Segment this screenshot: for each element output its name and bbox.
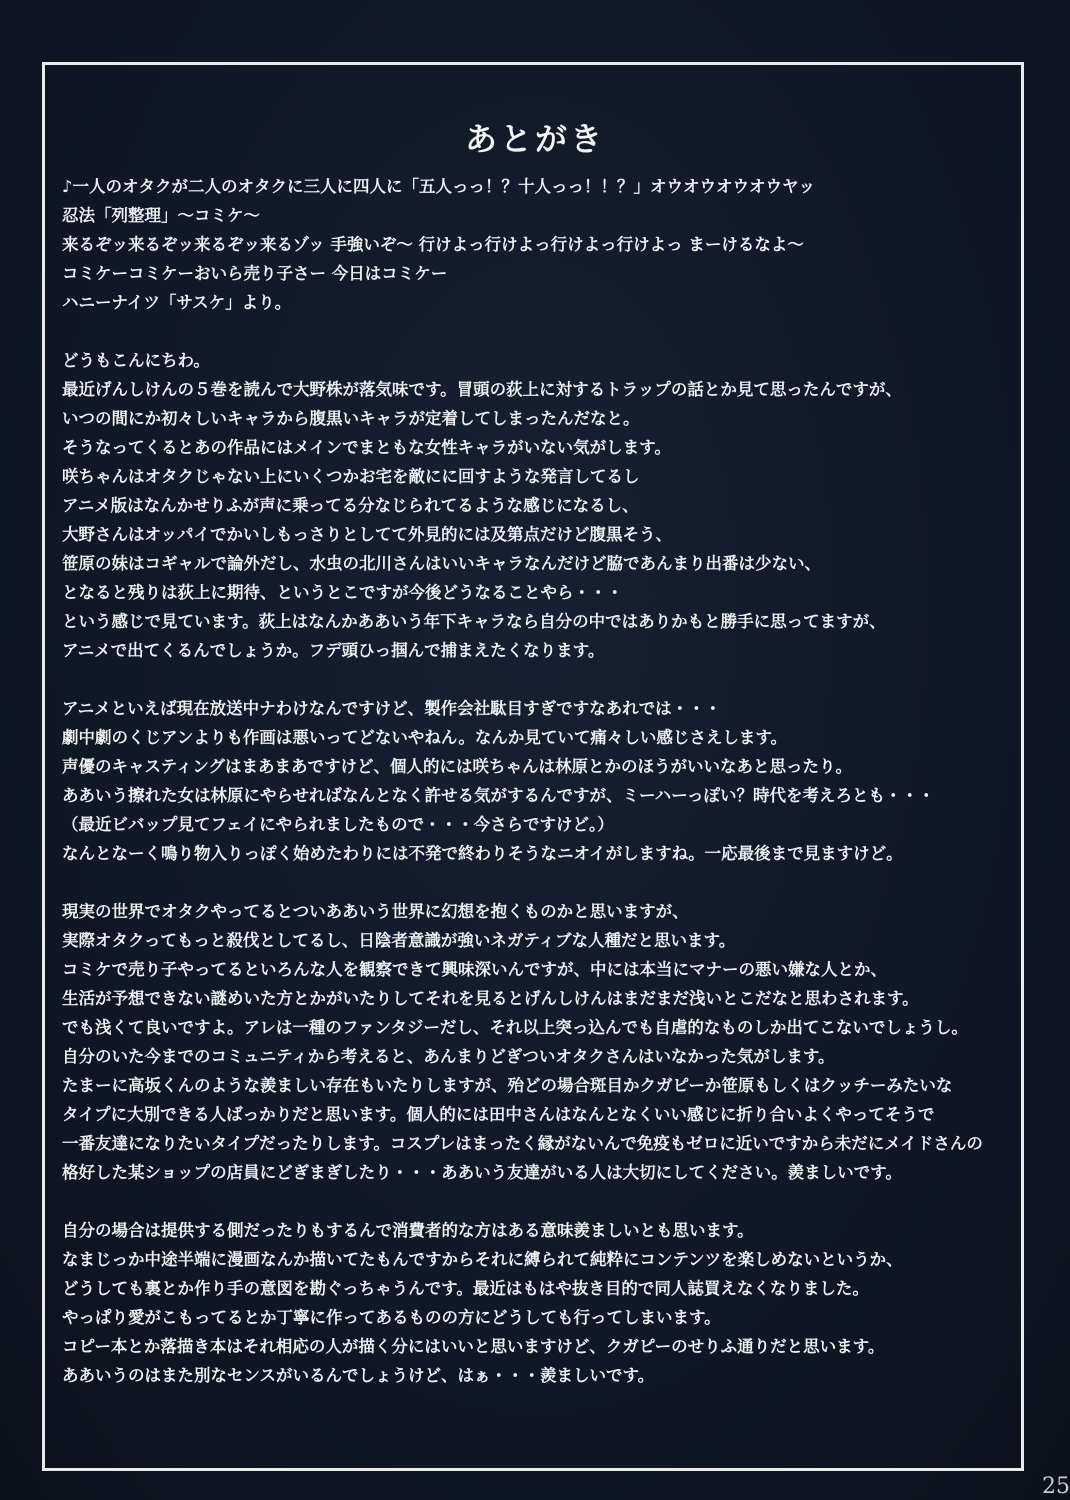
text-line: コミケーコミケーおいら売り子さー 今日はコミケー (62, 264, 448, 283)
text-line: となると残りは荻上に期待、というとこですが今後どうなることやら・・・ (62, 583, 623, 602)
text-line: アニメといえば現在放送中ナわけなんですけど、製作会社駄目すぎですなあれでは・・・ (62, 699, 722, 718)
paragraph-gap (62, 868, 1012, 897)
text-line: どうしても裏とか作り手の意図を勘ぐっちゃうんです。最近はもはや抜き目的で同人誌買えなくなりました。 (62, 1279, 869, 1298)
text-line: なんとなーく鳴り物入りっぽく始めたわりには不発で終わりそうなニオイがしますね。一応最後まで見ますけど。 (62, 844, 903, 863)
text-line: アニメで出てくるんでしょうか。フデ頭ひっ掴んで捕まえたくなります。 (62, 641, 605, 660)
text-line: コピー本とか落描き本はそれ相応の人が描く分にはいいと思いますけど、クガピーのせりふ通りだと思います。 (62, 1337, 885, 1356)
text-line: 咲ちゃんはオタクじゃない上にいくつかお宅を敵にに回すような発言してるし (62, 467, 640, 486)
paragraph-gap (62, 665, 1012, 694)
text-line: 大野さんはオッパイでかいしもっさりとしてて外見的には及第点だけど腹黒そう、 (62, 525, 673, 544)
text-line: いつの間にか初々しいキャラから腹黒いキャラが定着してしまったんだなと。 (62, 409, 640, 428)
text-line: 最近げんしけんの５巻を読んで大野株が落気味です。冒頭の荻上に対するトラップの話とか見て思ったんですが、 (62, 380, 902, 399)
text-line: という感じで見ています。荻上はなんかああいう年下キャラなら自分の中ではありかもと勝手に思ってますが、 (62, 612, 886, 631)
text-line: ハニーナイツ「サスケ」より。 (62, 293, 292, 312)
text-line: 一番友達になりたいタイプだったりします。コスプレはまったく縁がないんで免疫もゼロに近いですから未だにメイドさんの (62, 1134, 983, 1153)
text-line: 来るぞッ来るぞッ来るぞッ来るゾッ 手強いぞ～ 行けよっ行けよっ行けよっ行けよっ まーけるなよ～ (62, 235, 804, 254)
text-line: たまーに高坂くんのような羨ましい存在もいたりしますが、殆どの場合斑目かクガピーか笹原もしくはクッチーみたいな (62, 1076, 953, 1095)
text-line: ♪一人のオタクが二人のオタクに三人に四人に「五人っっ！？十人っっ！！？」オウオウオウオウヤッ (62, 177, 816, 196)
paragraph-gap (62, 1187, 1012, 1216)
text-line: 声優のキャスティングはまあまあですけど、個人的には咲ちゃんは林原とかのほうがいいなあと思ったり。 (62, 757, 853, 776)
text-line: 実際オタクってもっと殺伐としてるし、日陰者意識が強いネガティブな人種だと思います。 (62, 931, 736, 950)
text-line: 自分の場合は提供する側だったりもするんで消費者的な方はある意味羨ましいとも思います。 (62, 1221, 754, 1240)
text-line: そうなってくるとあの作品にはメインでまともな女性キャラがいない気がします。 (62, 438, 671, 457)
text-line: ああいうのはまた別なセンスがいるんでしょうけど、はぁ・・・羨ましいです。 (62, 1366, 655, 1385)
text-line: 格好した某ショップの店員にどぎまぎしたり・・・ああいう友達がいる人は大切にしてください。羨ましいです。 (62, 1163, 902, 1182)
text-line: 劇中劇のくじアンよりも作画は悪いってどないやねん。なんか見ていて痛々しい感じさえします。 (62, 728, 788, 747)
text-line: タイプに大別できる人ばっかりだと思います。個人的には田中さんはなんとなくいい感じに折り合いよくやってそうで (62, 1105, 935, 1124)
afterword-body (62, 172, 1012, 1390)
text-line: コミケで売り子やってるといろんな人を観察できて興味深いんですが、中には本当にマナーの悪い嫌な人とか、 (62, 960, 887, 979)
text-line: 笹原の妹はコギャルで論外だし、水虫の北川さんはいいキャラなんだけど脇であんまり出番は少ない、 (62, 554, 821, 573)
text-line: （最近ビバップ見てフェイにやられましたもので・・・今さらですけど。） (62, 815, 614, 834)
text-line: でも浅くて良いですよ。アレは一種のファンタジーだし、それ以上突っ込んでも自虐的なものしか出てこないでしょうし。 (62, 1018, 968, 1037)
text-line: 自分のいた今までのコミュニティから考えると、あんまりどぎついオタクさんはいなかった気がします。 (62, 1047, 835, 1066)
page-title: あとがき (464, 120, 605, 158)
text-line: ああいう擦れた女は林原にやらせればなんとなく許せる気がするんですが、ミーハーっぽい？時代を考えろとも・・・ (62, 786, 935, 805)
page-number: 25 (1042, 1474, 1070, 1499)
text-line: 忍法「列整理」～コミケ～ (62, 206, 260, 225)
text-line: どうもこんにちわ。 (62, 351, 210, 370)
text-line: やっぱり愛がこもってるとか丁寧に作ってあるものの方にどうしても行ってしまいます。 (62, 1308, 721, 1327)
text-line: 現実の世界でオタクやってるとついああいう世界に幻想を抱くものかと思いますが、 (62, 902, 689, 921)
text-line: なまじっか中途半端に漫画なんか描いてたもんですからそれに縛られて純粋にコンテンツを楽しめないというか、 (62, 1250, 903, 1269)
text-line: アニメ版はなんかせりふが声に乗ってる分なじられてるような感じになるし、 (62, 496, 639, 515)
paragraph-gap (62, 317, 1012, 346)
text-line: 生活が予想できない謎めいた方とかがいたりしてそれを見るとげんしけんはまだまだ浅いとこだなと思わされます。 (62, 989, 919, 1008)
